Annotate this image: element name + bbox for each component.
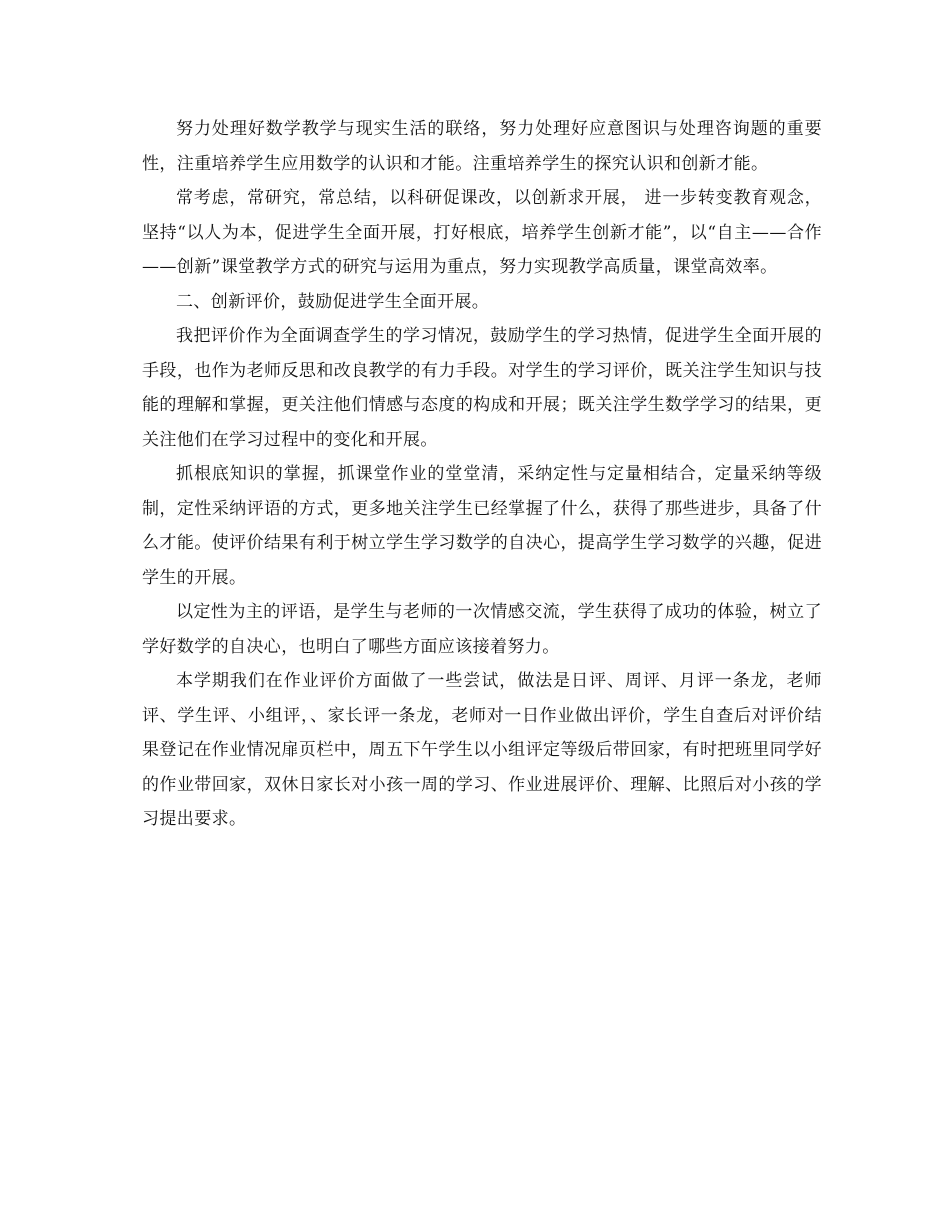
paragraph: 我把评价作为全面调查学生的学习情况，鼓励学生的学习热情，促进学生全面开展的手段，也作为老师反思和改良教学的有力手段。对学生的学习评价，既关注学生知识与技能的理解和掌握，更关注他们情感与态度的构成和开展；既关注学生数学学习的结果，更关注他们在学习过程中的变化和开展。: [142, 326, 822, 450]
document-body: [142, 112, 822, 837]
section-heading: 二、创新评价，鼓励促进学生全面开展。: [176, 291, 490, 312]
paragraph: 常考虑，常研究，常总结，以科研促课改，以创新求开展， 进一步转变教育观念，坚持“以人为本，促进学生全面开展，打好根底，培养学生创新才能”，以“自主——合作——创新”课堂教学方式的研究与运用为重点，努力实现教学高质量，课堂高效率。: [142, 188, 822, 277]
paragraph: 本学期我们在作业评价方面做了一些尝试，做法是日评、周评、月评一条龙，老师评、学生评、小组评，、家长评一条龙，老师对一日作业做出评价，学生自查后对评价结果登记在作业情况扉页栏中，周五下午学生以小组评定等级后带回家，有时把班里同学好的作业带回家，双休日家长对小孩一周的学习、作业进展评价、理解、比照后对小孩的学习提出要求。: [142, 671, 822, 829]
paragraph: 以定性为主的评语，是学生与老师的一次情感交流，学生获得了成功的体验，树立了学好数学的自决心，也明白了哪些方面应该接着努力。: [142, 602, 822, 657]
paragraph: 努力处理好数学教学与现实生活的联络，努力处理好应意图识与处理咨询题的重要性，注重培养学生应用数学的认识和才能。注重培养学生的探究认识和创新才能。: [142, 119, 822, 174]
paragraph: 抓根底知识的掌握，抓课堂作业的堂堂清，采纳定性与定量相结合，定量采纳等级制，定性采纳评语的方式，更多地关注学生已经掌握了什么，获得了那些进步，具备了什么才能。使评价结果有利于树立学生学习数学的自决心，提高学生学习数学的兴趣，促进学生的开展。: [142, 464, 822, 588]
